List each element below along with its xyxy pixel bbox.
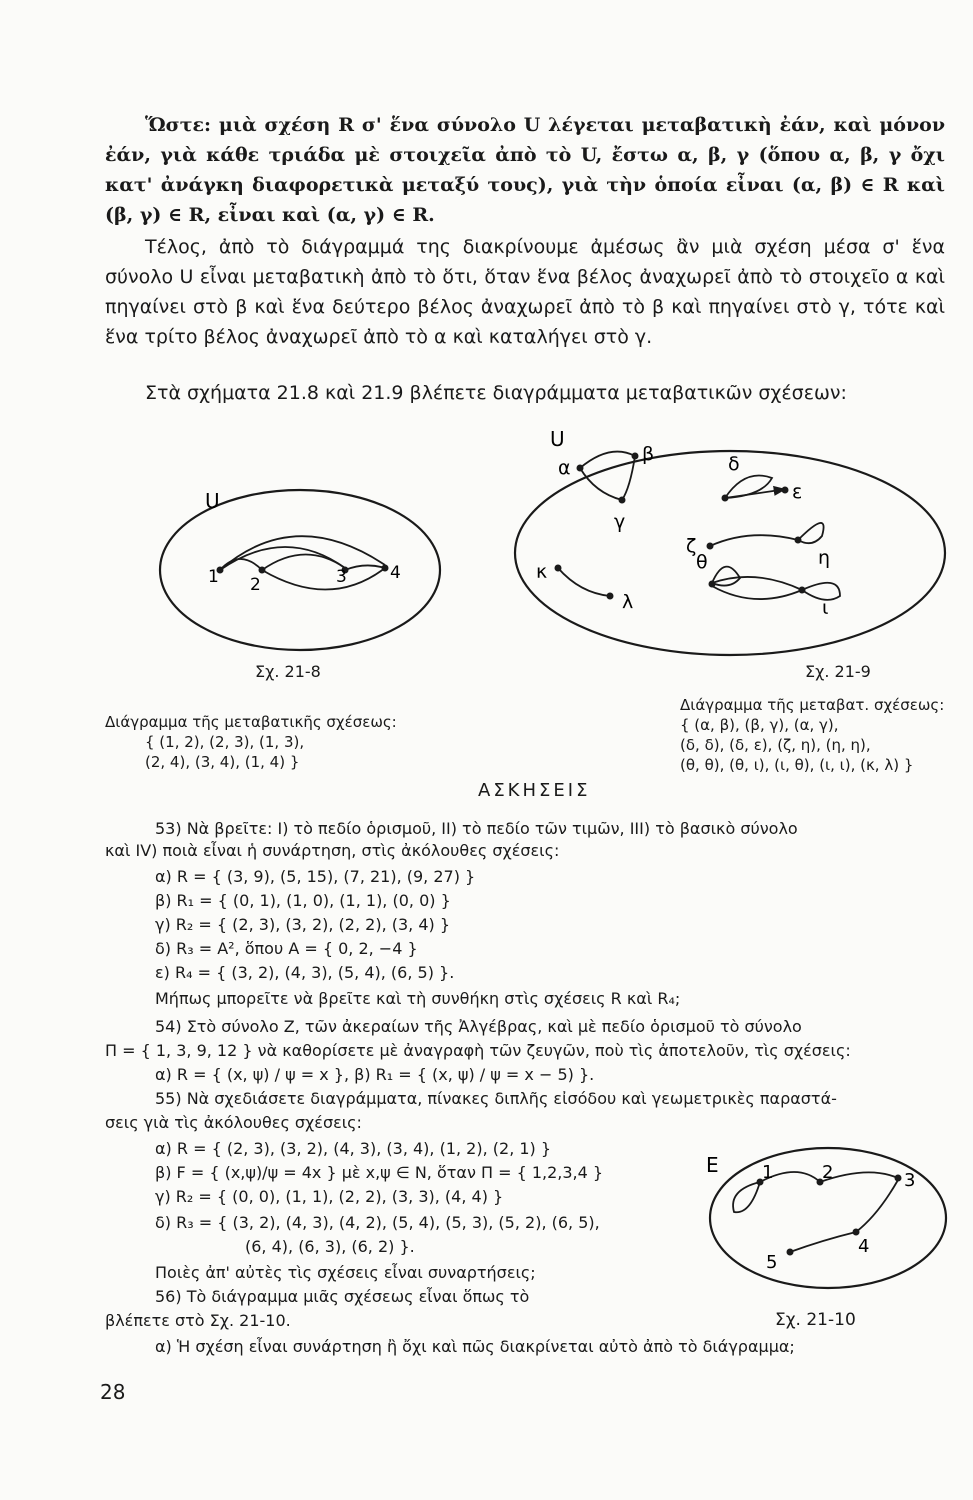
node-iota: ι (822, 597, 829, 619)
node-5: 5 (766, 1252, 778, 1273)
ex54-line1: 54) Στὸ σύνολο Ζ, τῶν ἀκεραίων τῆς Ἀλγέβρας, καὶ μὲ πεδίο ὁρισμοῦ τὸ σύνολο (155, 1017, 802, 1036)
ex53-closing: Μήπως μπορεῖτε νὰ βρεῖτε καὶ τὴ συνθήκη στὶς σχέσεις R καὶ R₄; (155, 989, 681, 1008)
ex55-item-b: β) F = { (x,ψ)/ψ = 4x } μὲ x,ψ ∈ N, ὅταν Π = { 1,2,3,4 } (155, 1163, 604, 1182)
ex55-item-d-cont: (6, 4), (6, 3), (6, 2) }. (245, 1237, 415, 1256)
node-eta: η (818, 547, 831, 569)
arrow-1-2 (220, 559, 262, 570)
arrow-1-4 (220, 536, 385, 570)
arrow-3-4 (345, 565, 385, 570)
ex53-line1: 53) Νὰ βρεῖτε: Ι) τὸ πεδίο ὁρισμοῦ, ΙΙ) τὸ πεδίο τῶν τιμῶν, ΙΙΙ) τὸ βασικὸ σύνολο (155, 819, 798, 838)
ex55-line2: σεις γιὰ τὶς ἀκόλουθες σχέσεις: (105, 1113, 362, 1132)
figure-21-9-caption-line2: (δ, δ), (δ, ε), (ζ, η), (η, η), (680, 736, 871, 754)
figure-21-8-diagram (150, 470, 480, 660)
set-label: U (205, 489, 220, 513)
ex53-item-d: δ) R₃ = A², ὅπου A = { 0, 2, −4 } (155, 939, 418, 958)
set-label: U (550, 427, 565, 451)
arrow-2-3 (262, 554, 345, 570)
node-alpha: α (558, 457, 571, 479)
set-label: E (706, 1153, 719, 1177)
ex56-line1: 56) Τὸ διάγραμμα μιᾶς σχέσεως εἶναι ὅπως τὸ (155, 1287, 530, 1306)
node-2: 2 (250, 575, 261, 595)
figure-21-10-label: Σχ. 21-10 (775, 1310, 856, 1330)
figure-21-9-diagram (500, 418, 955, 663)
figure-21-9-caption-line3: (θ, θ), (θ, ι), (ι, θ), (ι, ι), (κ, λ) } (680, 756, 914, 774)
figure-21-8-caption-line1: { (1, 2), (2, 3), (1, 3), (145, 733, 305, 751)
node-kappa: κ (536, 561, 548, 583)
ex55-item-c: γ) R₂ = { (0, 0), (1, 1), (2, 2), (3, 3), (4, 4) } (155, 1187, 504, 1206)
figure-21-9-caption-line1: { (α, β), (β, γ), (α, γ), (680, 716, 839, 734)
node-1: 1 (208, 567, 219, 587)
node-1: 1 (762, 1162, 774, 1183)
node-lambda: λ (622, 591, 634, 613)
set-u-boundary (515, 451, 945, 655)
figure-21-8-label: Σχ. 21-8 (255, 662, 321, 681)
exercises-heading: ΑΣΚΗΣΕΙΣ (478, 780, 591, 801)
ex56-line2: βλέπετε στὸ Σχ. 21-10. (105, 1311, 291, 1330)
figure-21-8-caption-title: Διάγραμμα τῆς μεταβατικῆς σχέσεως: (105, 713, 397, 731)
ex54-line3: α) R = { (x, ψ) / ψ = x }, β) R₁ = { (x, ψ) / ψ = x − 5) }. (155, 1065, 595, 1084)
arrow-2-4 (262, 568, 385, 590)
ex56-item-a: α) Ἡ σχέση εἶναι συνάρτηση ἢ ὄχι καὶ πῶς διακρίνεται αὐτὸ ἀπὸ τὸ διάγραμμα; (155, 1337, 795, 1356)
ex55-closing: Ποιὲς ἀπ' αὐτὲς τὶς σχέσεις εἶναι συναρτήσεις; (155, 1263, 536, 1282)
ex53-item-e: ε) R₄ = { (3, 2), (4, 3), (5, 4), (6, 5) }. (155, 963, 455, 982)
ex55-line1: 55) Νὰ σχεδιάσετε διαγράμματα, πίνακες διπλῆς εἰσόδου καὶ γεωμετρικὲς παραστά- (155, 1089, 837, 1108)
node-4: 4 (858, 1236, 870, 1257)
ex53-item-a: α) R = { (3, 9), (5, 15), (7, 21), (9, 27) } (155, 867, 476, 886)
node-3: 3 (336, 567, 347, 587)
figure-21-10-diagram (698, 1140, 960, 1310)
ex53-item-b: β) R₁ = { (0, 1), (1, 0), (1, 1), (0, 0) } (155, 891, 451, 910)
figure-21-9-caption-title: Διάγραμμα τῆς μεταβατ. σχέσεως: (680, 696, 945, 714)
ex55-item-a: α) R = { (2, 3), (3, 2), (4, 3), (3, 4), (1, 2), (2, 1) } (155, 1139, 552, 1158)
page-number: 28 (100, 1380, 126, 1404)
ex55-item-d: δ) R₃ = { (3, 2), (4, 3), (4, 2), (5, 4), (5, 3), (5, 2), (6, 5), (155, 1213, 600, 1232)
node-epsilon: ε (792, 481, 803, 503)
figures-reference: Στὰ σχήματα 21.8 καὶ 21.9 βλέπετε διαγράμματα μεταβατικῶν σχέσεων: (145, 382, 847, 404)
node-zeta: ζ (686, 535, 697, 557)
transitive-definition: Ὥστε: μιὰ σχέση R σ' ἕνα σύνολο U λέγεται μεταβατικὴ ἐάν, καὶ μόνον ἐάν, γιὰ κάθε τριάδα μὲ στοιχεῖα ἀπὸ τὸ U, ἔστω α, β, γ (ὅπου α, β, γ ὄχι κατ' ἀνάγκη διαφορετικὰ μεταξύ τους), γιὰ τὴν ὁποία εἶναι (α, β) ∈ R καὶ (β, γ) ∈ R, εἶναι καὶ (α, γ) ∈ R. (105, 114, 945, 226)
ex53-line2: καὶ ΙV) ποιὰ εἶναι ἡ συνάρτηση, στὶς ἀκόλουθες σχέσεις: (105, 841, 560, 860)
ex53-item-c: γ) R₂ = { (2, 3), (3, 2), (2, 2), (3, 4) } (155, 915, 451, 934)
figure-21-8-caption-line2: (2, 4), (3, 4), (1, 4) } (145, 753, 300, 771)
node-4: 4 (390, 563, 401, 583)
node-beta: β (642, 443, 655, 465)
node-theta: θ (696, 551, 708, 573)
node-3: 3 (904, 1170, 916, 1191)
diagram-rule-paragraph: Τέλος, ἀπὸ τὸ διάγραμμά της διακρίνουμε ἀμέσως ἂν μιὰ σχέση μέσα σ' ἕνα σύνολο U εἶναι μεταβατικὴ ἀπὸ τὸ ὅτι, ὅταν ἕνα βέλος ἀναχωρεῖ ἀπὸ τὸ στοιχεῖο α καὶ πηγαίνει στὸ β καὶ ἕνα δεύτερο βέλος ἀναχωρεῖ ἀπὸ τὸ β καὶ πηγαίνει στὸ γ, τότε καὶ ἕνα τρίτο βέλος ἀναχωρεῖ ἀπὸ τὸ α καὶ καταλήγει στὸ γ. (105, 236, 945, 348)
ex54-line2: Π = { 1, 3, 9, 12 } νὰ καθορίσετε μὲ ἀναγραφὴ τῶν ζευγῶν, ποὺ τὶς ἀποτελοῦν, τὶς σχέσεις: (105, 1041, 851, 1060)
figure-21-9-label: Σχ. 21-9 (805, 662, 871, 681)
node-2: 2 (822, 1162, 834, 1183)
node-gamma: γ (614, 511, 626, 533)
node-delta: δ (728, 453, 740, 475)
